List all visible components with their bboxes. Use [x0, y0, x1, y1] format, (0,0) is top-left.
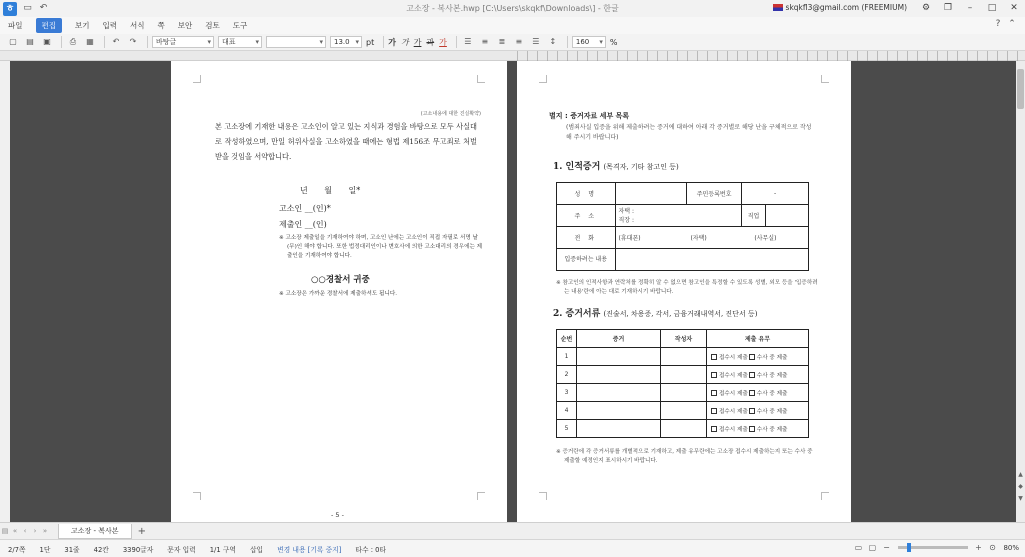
web-view-icon[interactable]: ▢ [868, 543, 877, 552]
name-label: 성 명 [557, 183, 616, 205]
zoom-slider-knob[interactable] [907, 543, 911, 552]
section-documents-sub: (진술서, 차용증, 각서, 금융거래내역서, 진단서 등) [603, 310, 758, 318]
collapse-ribbon-icon[interactable]: ⌃ [1008, 19, 1016, 29]
evidence-cell[interactable] [577, 348, 661, 366]
table-row [557, 384, 809, 402]
window-controls [915, 0, 1025, 17]
row-number: 5 [557, 420, 577, 438]
close-icon[interactable]: ✕ [1010, 3, 1018, 13]
prev-tab-icon[interactable]: ‹ [23, 527, 27, 535]
page-left[interactable] [171, 61, 507, 522]
zoom-controls [852, 543, 1019, 552]
status-typing: 타수 : 0타 [355, 545, 387, 554]
zoom-slider[interactable] [898, 546, 968, 549]
table-row [557, 348, 809, 366]
zoom-value[interactable]: 80% [1003, 543, 1019, 552]
divider [104, 36, 105, 48]
scrollbar-thumb[interactable] [1017, 69, 1024, 109]
margin-mark [821, 75, 829, 83]
row-number: 3 [557, 384, 577, 402]
row-number: 1 [557, 348, 577, 366]
zoom-out-icon[interactable]: − [883, 543, 890, 552]
submit-option-label: 수사 중 제출 [756, 408, 788, 415]
zoom-in-icon[interactable]: + [975, 543, 982, 552]
submit-cell [707, 348, 809, 366]
phone-label: 전 화 [557, 227, 616, 249]
vertical-scrollbar[interactable] [1016, 61, 1025, 522]
col-author: 작성자 [661, 330, 707, 348]
home-address-label: 자택 : [618, 207, 635, 215]
author-cell[interactable] [661, 366, 707, 384]
account-email: skqkfl3@gmail.com (FREEMIUM) [785, 3, 907, 12]
status-page[interactable]: 2/7쪽 [8, 545, 26, 554]
section-witness-heading: 1. 인적증거 [553, 162, 601, 172]
status-bar [0, 539, 1025, 557]
evidence-cell[interactable] [577, 384, 661, 402]
evidence-note: ※ 증거란에 각 증거서류를 개별적으로 기재하고, 제출 유무란에는 고소장 접수시 제출하는지 또는 수사 중 제출할 예정인지 표시하시기 바랍니다. [556, 449, 813, 464]
col-number: 순번 [557, 330, 577, 348]
table-row [557, 205, 809, 227]
evidence-table[interactable] [556, 329, 809, 438]
font-size-unit: pt [366, 37, 375, 47]
evidence-cell[interactable] [577, 366, 661, 384]
col-submit: 제출 유무 [707, 330, 809, 348]
strike-button[interactable]: 과 [426, 37, 435, 47]
job-label: 직업 [742, 205, 766, 227]
next-page-icon[interactable]: ▼ [1018, 495, 1023, 502]
italic-button[interactable]: 가 [400, 37, 409, 47]
next-tab-icon[interactable]: › [33, 527, 37, 535]
divider [61, 36, 62, 48]
title-bar [0, 0, 1025, 17]
open-icon[interactable]: ▤ [26, 37, 34, 46]
menu-security[interactable]: 보안 [177, 21, 193, 30]
font-size-select[interactable]: 13.0 ▾ [330, 36, 362, 48]
facts-cell[interactable] [615, 249, 808, 271]
horizontal-ruler[interactable] [0, 51, 1025, 61]
print-icon[interactable]: ⎙ [69, 37, 77, 46]
truth-note: (고소내용에 대한 진실확약) [420, 111, 481, 117]
help-icon[interactable]: ? [995, 19, 1001, 29]
evidence-cell[interactable] [577, 402, 661, 420]
submit-option-label: 수사 중 제출 [756, 372, 788, 379]
author-cell[interactable] [661, 402, 707, 420]
table-row [557, 402, 809, 420]
toolbar [0, 34, 1025, 51]
section-documents-title [553, 306, 757, 319]
underline-button[interactable]: 가 [413, 37, 422, 47]
tab-document[interactable]: 고소장 - 복사본 [58, 524, 132, 539]
author-cell[interactable] [661, 420, 707, 438]
window-title: 고소장 - 복사본.hwp [C:\Users\skqkf\Downloads\] - 한글 [406, 4, 619, 13]
checkbox[interactable] [711, 390, 717, 396]
margin-mark [193, 75, 201, 83]
checkbox[interactable] [749, 372, 755, 378]
col-evidence: 증거 [577, 330, 661, 348]
table-row [557, 249, 809, 271]
line-spacing-icon[interactable]: ↕ [549, 37, 557, 46]
menu-edit[interactable]: 편집 [36, 18, 63, 33]
table-row [557, 366, 809, 384]
submit-option-label: 접수시 제출 [719, 390, 748, 397]
flag-icon [773, 4, 783, 11]
witness-table[interactable] [556, 182, 809, 271]
witness-note: ※ 참고인의 인적사항과 연락처를 정확히 알 수 없으면 참고인을 특정할 수 있도록 성별, 외모 등을 '입증하려는 내용'란에 아는 대로 기재하시기 바랍니다. [556, 280, 818, 295]
page-number: - 5 - [331, 511, 344, 519]
checkbox[interactable] [711, 372, 717, 378]
page-right[interactable] [517, 61, 851, 522]
font-lang-select[interactable]: 대표 ▾ [218, 36, 262, 48]
style-select[interactable]: 바탕글 ▾ [152, 36, 214, 48]
margin-mark [539, 492, 547, 500]
status-track-changes[interactable]: 변경 내용 [기록 중지] [277, 545, 342, 554]
submit-option-label: 접수시 제출 [719, 372, 748, 379]
submit-option-label: 수사 중 제출 [756, 426, 788, 433]
submit-cell [707, 384, 809, 402]
ruler-ticks [517, 51, 1025, 61]
date-line: 년 월 일* [300, 186, 361, 195]
align-left-icon[interactable]: ≡ [481, 37, 489, 46]
divider [567, 36, 568, 48]
checkbox[interactable] [749, 426, 755, 432]
align-right-icon[interactable]: ≡ [515, 37, 523, 46]
divider [383, 36, 384, 48]
font-color-button[interactable]: 가 [439, 37, 447, 47]
redo-icon[interactable]: ↷ [129, 37, 137, 46]
submit-option-label: 접수시 제출 [719, 426, 748, 433]
preview-icon[interactable]: ▦ [86, 37, 94, 46]
address-cell[interactable] [615, 205, 742, 227]
submit-option-label: 접수시 제출 [719, 408, 748, 415]
first-tab-icon[interactable]: « [12, 527, 18, 535]
margin-mark [477, 492, 485, 500]
divider [456, 36, 457, 48]
table-row [557, 420, 809, 438]
margin-mark [821, 492, 829, 500]
police-station-title: ○○경찰서 귀중 [311, 275, 370, 285]
minimize-icon[interactable]: – [967, 3, 973, 13]
settings-icon[interactable]: ⚙ [921, 3, 931, 13]
section-witness-title [553, 159, 679, 172]
menu-format[interactable]: 서식 [130, 21, 145, 30]
bold-button[interactable]: 가 [388, 37, 396, 47]
menu-file[interactable]: 파일 [8, 21, 23, 30]
menu-view[interactable]: 보기 [75, 21, 90, 30]
zoom-select[interactable]: 160 ▾ [572, 36, 606, 48]
attachment-title: 별지 : 증거자료 세부 목록 [549, 112, 630, 120]
submit-option-label: 수사 중 제출 [756, 390, 788, 397]
normal-view-icon[interactable]: ▭ [854, 543, 863, 552]
add-tab-button[interactable]: + [137, 525, 146, 537]
checkbox[interactable] [749, 408, 755, 414]
office-address-label: 직장 : [618, 216, 635, 224]
evidence-cell[interactable] [577, 420, 661, 438]
document-workspace[interactable] [0, 61, 1016, 522]
author-cell[interactable] [661, 348, 707, 366]
status-input-mode: 문자 입력 [167, 545, 196, 554]
status-line: 31줄 [64, 545, 80, 554]
status-zone: 1/1 구역 [209, 545, 236, 554]
checkbox[interactable] [749, 390, 755, 396]
office-phone-label: (사무실) [754, 235, 777, 242]
last-tab-icon[interactable]: » [42, 527, 48, 535]
undo-icon[interactable]: ↶ [112, 37, 120, 46]
align-center-icon[interactable]: ≣ [498, 37, 506, 46]
police-note: ※ 고소장은 가까운 경찰서에 제출하셔도 됩니다. [279, 291, 398, 297]
submission-note: ※ 고소장 제출일을 기재하여야 하며, 고소인 난에는 고소인이 직접 자필로 서명 날(무)인 해야 합니다. 또한 법정대리인이나 변호사에 의한 고소대리의 경우에는 제출인을 기재하여야 합니다. [279, 235, 483, 259]
table-row [557, 227, 809, 249]
checkbox[interactable] [711, 354, 717, 360]
table-row [557, 183, 809, 205]
menu-insert[interactable]: 입력 [102, 21, 117, 30]
folder-icon[interactable]: ▭ [23, 3, 32, 13]
status-column: 42칸 [93, 545, 109, 554]
new-doc-icon[interactable]: ▢ [9, 37, 17, 46]
fit-page-icon[interactable]: ⊙ [989, 543, 996, 552]
rrn-label: 주민등록번호 [687, 183, 742, 205]
document-tab-bar [0, 522, 1025, 539]
left-margin-strip [0, 61, 10, 522]
table-header-row [557, 330, 809, 348]
checkbox[interactable] [711, 426, 717, 432]
menu-tools[interactable]: 도구 [232, 21, 248, 30]
status-insert[interactable]: 삽입 [249, 545, 264, 554]
hancom-logo-icon: ㅎ [3, 2, 17, 16]
restore-icon[interactable]: ❐ [943, 3, 953, 13]
address-label: 주 소 [557, 205, 616, 227]
menu-right-tools [991, 19, 1019, 29]
complainant-signature: 고소인 __(인)* [279, 204, 331, 213]
undo-quick-icon[interactable]: ↶ [39, 3, 48, 13]
margin-mark [539, 75, 547, 83]
zoom-unit: % [609, 37, 618, 47]
submit-cell [707, 420, 809, 438]
submit-option-label: 수사 중 제출 [756, 354, 788, 361]
rrn-cell[interactable]: - [742, 183, 809, 205]
prev-page-icon[interactable]: ▲ [1018, 471, 1023, 478]
account-info[interactable] [773, 3, 907, 12]
submit-cell [707, 366, 809, 384]
save-icon[interactable]: ▣ [43, 37, 51, 46]
job-cell[interactable] [765, 205, 808, 227]
submitter-signature: 제출인 __(인) [279, 220, 327, 229]
checkbox[interactable] [711, 408, 717, 414]
phone-cell[interactable] [615, 227, 808, 249]
attachment-description: (범죄사실 입증을 위해 제출하려는 증거에 대하여 아래 각 증거별로 해당 난을 구체적으로 작성해 주시기 바랍니다) [566, 124, 812, 141]
row-number: 4 [557, 402, 577, 420]
divider [147, 36, 148, 48]
submit-option-label: 접수시 제출 [719, 354, 748, 361]
font-select[interactable] [266, 36, 326, 48]
section-witness-sub: (목격자, 기타 참고인 등) [603, 163, 679, 171]
distribute-icon[interactable]: ☰ [532, 37, 540, 46]
home-phone-label: (자택) [690, 235, 707, 242]
select-object-icon[interactable]: ◆ [1018, 483, 1023, 490]
tab-list-icon[interactable]: ▤ [1, 527, 9, 535]
menu-review[interactable]: 검토 [205, 21, 220, 30]
align-justify-icon[interactable]: ☰ [464, 37, 472, 46]
checkbox[interactable] [749, 354, 755, 360]
facts-label: 입증하려는 내용 [557, 249, 616, 271]
mobile-label: (휴대폰) [618, 235, 641, 242]
section-documents-heading: 2. 증거서류 [553, 309, 601, 319]
status-section: 1단 [39, 545, 51, 554]
margin-mark [193, 492, 201, 500]
name-cell[interactable] [615, 183, 687, 205]
status-chars: 3390글자 [122, 545, 154, 554]
submit-cell [707, 402, 809, 420]
margin-mark [477, 75, 485, 83]
pledge-paragraph: 본 고소장에 기재한 내용은 고소인이 알고 있는 지식과 경험을 바탕으로 모두 사실대로 작성하였으며, 만일 허위사실을 고소하였을 때에는 형법 제156조 무고죄로 처벌받을 것임을 서약합니다. [215, 122, 477, 161]
menu-page[interactable]: 쪽 [157, 21, 165, 30]
author-cell[interactable] [661, 384, 707, 402]
menu-bar [0, 17, 1025, 34]
row-number: 2 [557, 366, 577, 384]
maximize-icon[interactable]: □ [987, 3, 997, 13]
